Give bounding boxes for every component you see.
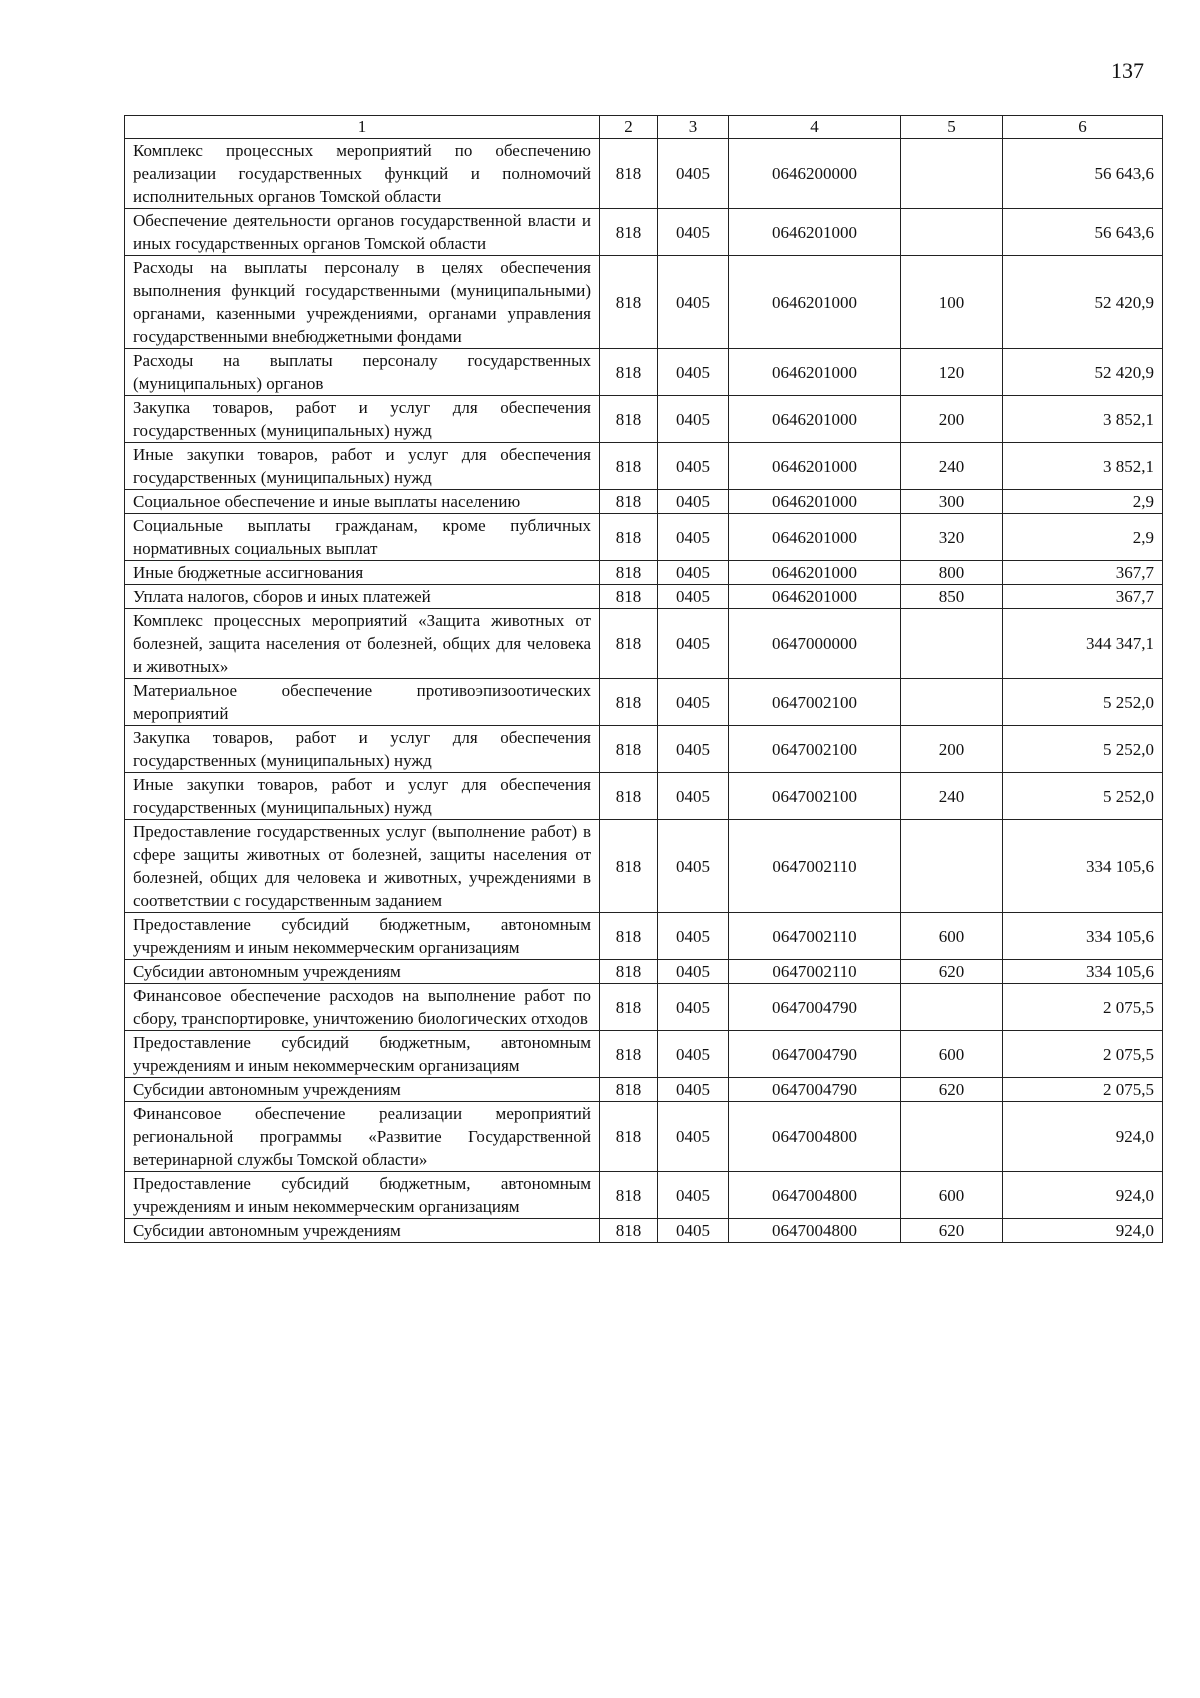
- target-article-cell: 0646201000: [729, 256, 901, 349]
- table-row: [125, 1172, 1163, 1219]
- target-article-cell: 0646201000: [729, 490, 901, 514]
- description-cell: Социальные выплаты гражданам, кроме публичных нормативных социальных выплат: [125, 514, 600, 561]
- ministry-code-cell: 818: [600, 1078, 658, 1102]
- amount-cell: 367,7: [1003, 585, 1163, 609]
- target-article-cell: 0647004800: [729, 1219, 901, 1243]
- section-code-cell: 0405: [658, 349, 729, 396]
- target-article-cell: 0647002100: [729, 726, 901, 773]
- description-cell: Финансовое обеспечение расходов на выполнение работ по сбору, транспортировке, уничтожению биологических отходов: [125, 984, 600, 1031]
- target-article-cell: 0647002100: [729, 679, 901, 726]
- expense-type-cell: 800: [901, 561, 1003, 585]
- expense-type-cell: [901, 209, 1003, 256]
- column-header-1: 1: [125, 116, 600, 139]
- table-row: [125, 773, 1163, 820]
- section-code-cell: 0405: [658, 609, 729, 679]
- section-code-cell: 0405: [658, 1078, 729, 1102]
- table-row: [125, 396, 1163, 443]
- table-row: [125, 490, 1163, 514]
- table-row: [125, 585, 1163, 609]
- ministry-code-cell: 818: [600, 1172, 658, 1219]
- expense-type-cell: 100: [901, 256, 1003, 349]
- table-row: [125, 726, 1163, 773]
- expense-type-cell: 600: [901, 1031, 1003, 1078]
- table-row: [125, 514, 1163, 561]
- amount-cell: 924,0: [1003, 1219, 1163, 1243]
- description-cell: Субсидии автономным учреждениям: [125, 960, 600, 984]
- section-code-cell: 0405: [658, 1219, 729, 1243]
- section-code-cell: 0405: [658, 1031, 729, 1078]
- table-row: [125, 984, 1163, 1031]
- expense-type-cell: 200: [901, 396, 1003, 443]
- target-article-cell: 0646201000: [729, 209, 901, 256]
- amount-cell: 924,0: [1003, 1102, 1163, 1172]
- ministry-code-cell: 818: [600, 609, 658, 679]
- expense-type-cell: [901, 984, 1003, 1031]
- ministry-code-cell: 818: [600, 1219, 658, 1243]
- description-cell: Материальное обеспечение противоэпизоотических мероприятий: [125, 679, 600, 726]
- ministry-code-cell: 818: [600, 396, 658, 443]
- target-article-cell: 0646200000: [729, 139, 901, 209]
- amount-cell: 334 105,6: [1003, 820, 1163, 913]
- amount-cell: 367,7: [1003, 561, 1163, 585]
- column-header-6: 6: [1003, 116, 1163, 139]
- section-code-cell: 0405: [658, 443, 729, 490]
- expense-type-cell: 200: [901, 726, 1003, 773]
- table-row: [125, 1078, 1163, 1102]
- ministry-code-cell: 818: [600, 726, 658, 773]
- target-article-cell: 0647000000: [729, 609, 901, 679]
- description-cell: Социальное обеспечение и иные выплаты населению: [125, 490, 600, 514]
- ministry-code-cell: 818: [600, 561, 658, 585]
- table-row: [125, 1031, 1163, 1078]
- section-code-cell: 0405: [658, 984, 729, 1031]
- expense-type-cell: 120: [901, 349, 1003, 396]
- ministry-code-cell: 818: [600, 820, 658, 913]
- column-header-5: 5: [901, 116, 1003, 139]
- amount-cell: 3 852,1: [1003, 443, 1163, 490]
- amount-cell: 924,0: [1003, 1172, 1163, 1219]
- target-article-cell: 0646201000: [729, 443, 901, 490]
- description-cell: Иные бюджетные ассигнования: [125, 561, 600, 585]
- ministry-code-cell: 818: [600, 1031, 658, 1078]
- target-article-cell: 0647004790: [729, 1078, 901, 1102]
- section-code-cell: 0405: [658, 396, 729, 443]
- ministry-code-cell: 818: [600, 913, 658, 960]
- amount-cell: 334 105,6: [1003, 913, 1163, 960]
- target-article-cell: 0646201000: [729, 349, 901, 396]
- expense-type-cell: 300: [901, 490, 1003, 514]
- target-article-cell: 0647004790: [729, 984, 901, 1031]
- expense-type-cell: [901, 820, 1003, 913]
- section-code-cell: 0405: [658, 820, 729, 913]
- ministry-code-cell: 818: [600, 984, 658, 1031]
- expense-type-cell: 600: [901, 1172, 1003, 1219]
- amount-cell: 5 252,0: [1003, 773, 1163, 820]
- target-article-cell: 0647004790: [729, 1031, 901, 1078]
- expense-type-cell: 620: [901, 1219, 1003, 1243]
- ministry-code-cell: 818: [600, 209, 658, 256]
- amount-cell: 56 643,6: [1003, 139, 1163, 209]
- section-code-cell: 0405: [658, 726, 729, 773]
- target-article-cell: 0647004800: [729, 1102, 901, 1172]
- ministry-code-cell: 818: [600, 960, 658, 984]
- amount-cell: 2,9: [1003, 490, 1163, 514]
- amount-cell: 56 643,6: [1003, 209, 1163, 256]
- page-number: 137: [1111, 58, 1144, 83]
- section-code-cell: 0405: [658, 1172, 729, 1219]
- description-cell: Расходы на выплаты персоналу в целях обеспечения выполнения функций государственными (муниципальными) органами, казенными учреждениями, органами управления государственными внебюджетными фондами: [125, 256, 600, 349]
- table-row: [125, 256, 1163, 349]
- description-cell: Уплата налогов, сборов и иных платежей: [125, 585, 600, 609]
- table-row: [125, 820, 1163, 913]
- expense-type-cell: [901, 609, 1003, 679]
- description-cell: Обеспечение деятельности органов государственной власти и иных государственных органов Томской области: [125, 209, 600, 256]
- budget-table: [124, 115, 1163, 1243]
- section-code-cell: 0405: [658, 490, 729, 514]
- description-cell: Субсидии автономным учреждениям: [125, 1219, 600, 1243]
- description-cell: Предоставление государственных услуг (выполнение работ) в сфере защиты животных от болезней, защиты населения от болезней, общих для человека и животных, учреждениями в соответствии с государственным заданием: [125, 820, 600, 913]
- description-cell: Расходы на выплаты персоналу государственных (муниципальных) органов: [125, 349, 600, 396]
- target-article-cell: 0647002110: [729, 960, 901, 984]
- description-cell: Иные закупки товаров, работ и услуг для обеспечения государственных (муниципальных) нужд: [125, 443, 600, 490]
- target-article-cell: 0647002100: [729, 773, 901, 820]
- description-cell: Закупка товаров, работ и услуг для обеспечения государственных (муниципальных) нужд: [125, 726, 600, 773]
- ministry-code-cell: 818: [600, 679, 658, 726]
- column-header-2: 2: [600, 116, 658, 139]
- amount-cell: 2 075,5: [1003, 984, 1163, 1031]
- table-row: [125, 139, 1163, 209]
- table-row: [125, 609, 1163, 679]
- description-cell: Предоставление субсидий бюджетным, автономным учреждениям и иным некоммерческим организациям: [125, 1031, 600, 1078]
- section-code-cell: 0405: [658, 679, 729, 726]
- target-article-cell: 0647002110: [729, 913, 901, 960]
- amount-cell: 52 420,9: [1003, 349, 1163, 396]
- section-code-cell: 0405: [658, 139, 729, 209]
- description-cell: Комплекс процессных мероприятий «Защита животных от болезней, защита населения от болезней, общих для человека и животных»: [125, 609, 600, 679]
- column-header-3: 3: [658, 116, 729, 139]
- amount-cell: 2,9: [1003, 514, 1163, 561]
- ministry-code-cell: 818: [600, 256, 658, 349]
- amount-cell: 5 252,0: [1003, 726, 1163, 773]
- ministry-code-cell: 818: [600, 585, 658, 609]
- section-code-cell: 0405: [658, 514, 729, 561]
- description-cell: Субсидии автономным учреждениям: [125, 1078, 600, 1102]
- column-header-4: 4: [729, 116, 901, 139]
- column-header-row: [125, 116, 1163, 139]
- expense-type-cell: 240: [901, 443, 1003, 490]
- table-row: [125, 561, 1163, 585]
- target-article-cell: 0646201000: [729, 396, 901, 443]
- amount-cell: 2 075,5: [1003, 1078, 1163, 1102]
- amount-cell: 52 420,9: [1003, 256, 1163, 349]
- description-cell: Закупка товаров, работ и услуг для обеспечения государственных (муниципальных) нужд: [125, 396, 600, 443]
- amount-cell: 5 252,0: [1003, 679, 1163, 726]
- table-row: [125, 209, 1163, 256]
- section-code-cell: 0405: [658, 1102, 729, 1172]
- target-article-cell: 0646201000: [729, 514, 901, 561]
- table-row: [125, 349, 1163, 396]
- description-cell: Иные закупки товаров, работ и услуг для обеспечения государственных (муниципальных) нужд: [125, 773, 600, 820]
- target-article-cell: 0646201000: [729, 561, 901, 585]
- expense-type-cell: 240: [901, 773, 1003, 820]
- ministry-code-cell: 818: [600, 139, 658, 209]
- description-cell: Предоставление субсидий бюджетным, автономным учреждениям и иным некоммерческим организациям: [125, 1172, 600, 1219]
- section-code-cell: 0405: [658, 209, 729, 256]
- expense-type-cell: 850: [901, 585, 1003, 609]
- target-article-cell: 0647004800: [729, 1172, 901, 1219]
- expense-type-cell: 600: [901, 913, 1003, 960]
- expense-type-cell: 620: [901, 960, 1003, 984]
- table-row: [125, 1219, 1163, 1243]
- amount-cell: 2 075,5: [1003, 1031, 1163, 1078]
- expense-type-cell: [901, 1102, 1003, 1172]
- target-article-cell: 0646201000: [729, 585, 901, 609]
- section-code-cell: 0405: [658, 585, 729, 609]
- section-code-cell: 0405: [658, 561, 729, 585]
- amount-cell: 344 347,1: [1003, 609, 1163, 679]
- description-cell: Комплекс процессных мероприятий по обеспечению реализации государственных функций и полномочий исполнительных органов Томской области: [125, 139, 600, 209]
- ministry-code-cell: 818: [600, 773, 658, 820]
- description-cell: Финансовое обеспечение реализации мероприятий региональной программы «Развитие Государственной ветеринарной службы Томской области»: [125, 1102, 600, 1172]
- section-code-cell: 0405: [658, 773, 729, 820]
- ministry-code-cell: 818: [600, 349, 658, 396]
- amount-cell: 3 852,1: [1003, 396, 1163, 443]
- table-row: [125, 679, 1163, 726]
- amount-cell: 334 105,6: [1003, 960, 1163, 984]
- expense-type-cell: 320: [901, 514, 1003, 561]
- ministry-code-cell: 818: [600, 514, 658, 561]
- table-row: [125, 960, 1163, 984]
- table-row: [125, 913, 1163, 960]
- target-article-cell: 0647002110: [729, 820, 901, 913]
- section-code-cell: 0405: [658, 960, 729, 984]
- expense-type-cell: 620: [901, 1078, 1003, 1102]
- description-cell: Предоставление субсидий бюджетным, автономным учреждениям и иным некоммерческим организациям: [125, 913, 600, 960]
- section-code-cell: 0405: [658, 256, 729, 349]
- expense-type-cell: [901, 139, 1003, 209]
- table-row: [125, 443, 1163, 490]
- table-row: [125, 1102, 1163, 1172]
- ministry-code-cell: 818: [600, 1102, 658, 1172]
- table-body: [125, 139, 1163, 1243]
- section-code-cell: 0405: [658, 913, 729, 960]
- ministry-code-cell: 818: [600, 443, 658, 490]
- ministry-code-cell: 818: [600, 490, 658, 514]
- expense-type-cell: [901, 679, 1003, 726]
